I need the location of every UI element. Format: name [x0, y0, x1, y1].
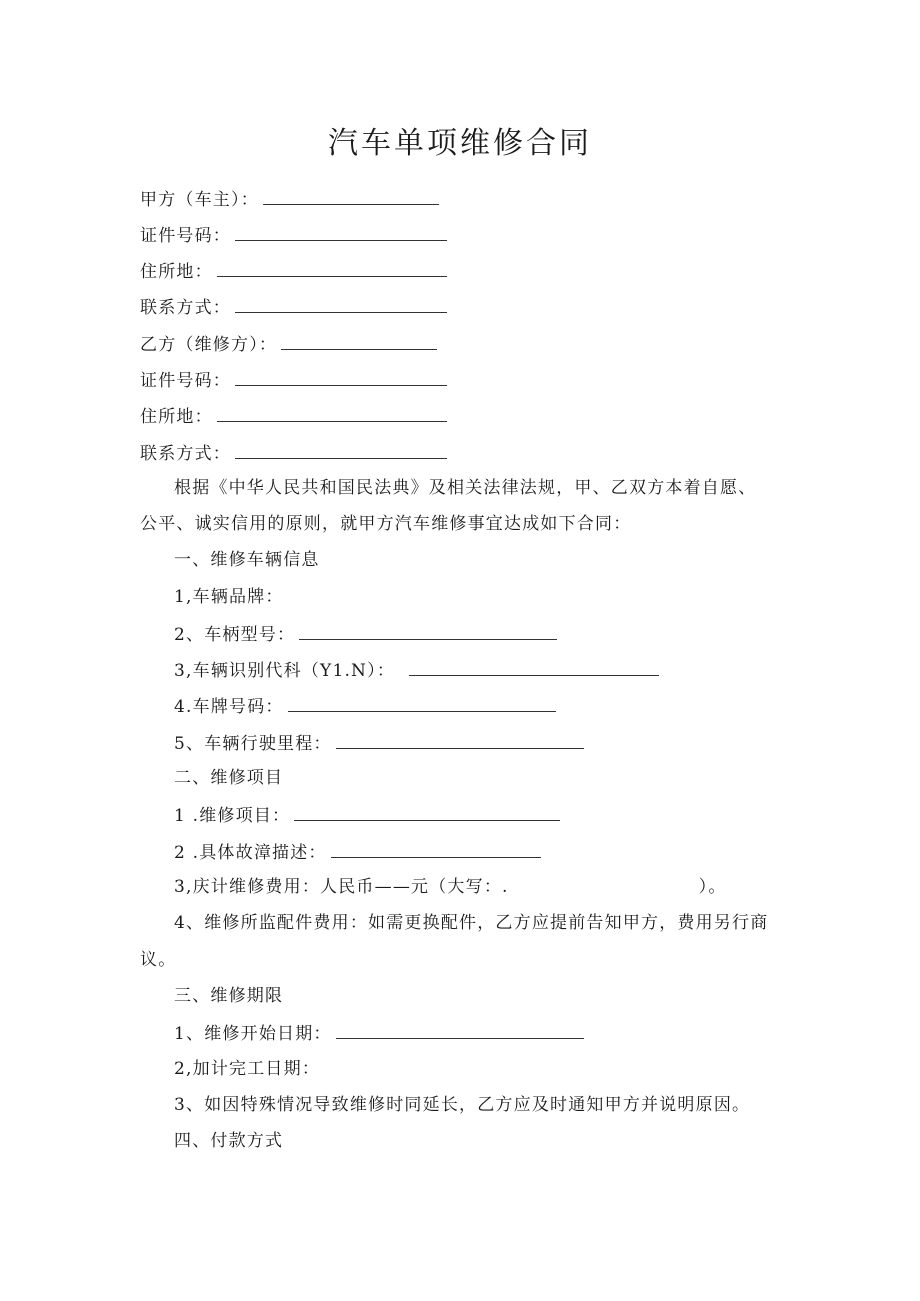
- party-b-id-line: [140, 367, 447, 393]
- party-a-id-label: 证件号码：: [140, 226, 231, 246]
- fault-description-label: 2 .具体故漳描述：: [174, 843, 327, 863]
- fault-description-line: [174, 839, 541, 865]
- party-a-address-blank: [217, 258, 447, 277]
- estimated-cost-close: ）。: [698, 877, 727, 897]
- plate-label: 4.车牌号码：: [174, 697, 284, 717]
- mileage-blank: [336, 730, 584, 749]
- completion-date-line: [174, 1057, 320, 1081]
- vehicle-brand-label: 1,车辆品牌：: [174, 587, 284, 607]
- vehicle-brand-line: [174, 585, 284, 609]
- party-a-address-label: 住所地：: [140, 262, 213, 282]
- section-1-heading: 一、维修车辆信息: [174, 550, 320, 570]
- party-b-address-blank: [217, 403, 447, 422]
- plate-line: [174, 693, 556, 719]
- section-3-heading: 三、维修期限: [174, 986, 284, 1006]
- mileage-label: 5、车辆行驶里程：: [174, 734, 332, 754]
- party-b-contact-line: [140, 440, 447, 466]
- party-a-contact-label: 联系方式：: [140, 298, 231, 318]
- start-date-label: 1、维修开始日期：: [174, 1024, 332, 1044]
- estimated-cost-line: [174, 875, 727, 899]
- estimated-cost-label: 3,庆计维修费用：人民币——元（大写：.: [174, 877, 509, 897]
- vin-label: 3,车辆识别代科（Y1.N）：: [174, 661, 396, 681]
- parts-cost-line-2: 议。: [140, 950, 177, 970]
- repair-item-blank: [294, 802, 560, 821]
- delay-notice-line: 3、如因特殊情况导致维修时同延长，乙方应及时通知甲方并说明原因。: [174, 1095, 751, 1115]
- party-b-address-line: [140, 403, 447, 429]
- party-a-address-line: [140, 258, 447, 284]
- party-a-blank: [263, 186, 439, 205]
- party-b-address-label: 住所地：: [140, 407, 213, 427]
- party-a-line: [140, 186, 439, 212]
- repair-item-line: [174, 802, 560, 828]
- party-a-contact-blank: [235, 294, 447, 313]
- vehicle-model-blank: [299, 621, 557, 640]
- party-b-id-blank: [235, 367, 447, 386]
- fault-description-blank: [331, 839, 541, 858]
- party-a-id-line: [140, 222, 447, 248]
- party-b-label: 乙方（维修方）：: [140, 335, 278, 355]
- party-a-id-blank: [235, 222, 447, 241]
- parts-cost-line-1: 4、维修所监配件费用：如需更换配件，乙方应提前告知甲方，费用另行商: [174, 913, 769, 933]
- vin-line: [174, 657, 659, 683]
- plate-blank: [288, 693, 556, 712]
- party-a-contact-line: [140, 294, 447, 320]
- party-b-contact-blank: [235, 440, 447, 459]
- mileage-line: [174, 730, 584, 756]
- party-b-contact-label: 联系方式：: [140, 444, 231, 464]
- party-b-line: [140, 331, 437, 357]
- start-date-line: [174, 1020, 584, 1046]
- document-title: 汽车单项维修合同: [328, 126, 592, 161]
- completion-date-label: 2,加计完工日期：: [174, 1059, 321, 1079]
- vehicle-model-line: [174, 621, 557, 647]
- party-a-label: 甲方（车主）：: [140, 190, 259, 210]
- section-2-heading: 二、维修项目: [174, 768, 284, 788]
- vehicle-model-label: 2、车柄型号：: [174, 625, 296, 645]
- intro-line-1: 根据《中华人民共和国民法典》及相关法律法规，甲、乙双方本着自愿、: [174, 478, 757, 498]
- vin-blank: [409, 657, 659, 676]
- party-b-blank: [281, 331, 437, 350]
- intro-line-2: 公平、诚实信用的原则，就甲方汽车维修事宜达成如下合同：: [140, 514, 632, 534]
- party-b-id-label: 证件号码：: [140, 371, 231, 391]
- start-date-blank: [336, 1020, 584, 1039]
- section-4-heading: 四、付款方式: [174, 1131, 284, 1151]
- repair-item-label: 1 .维修项目：: [174, 806, 291, 826]
